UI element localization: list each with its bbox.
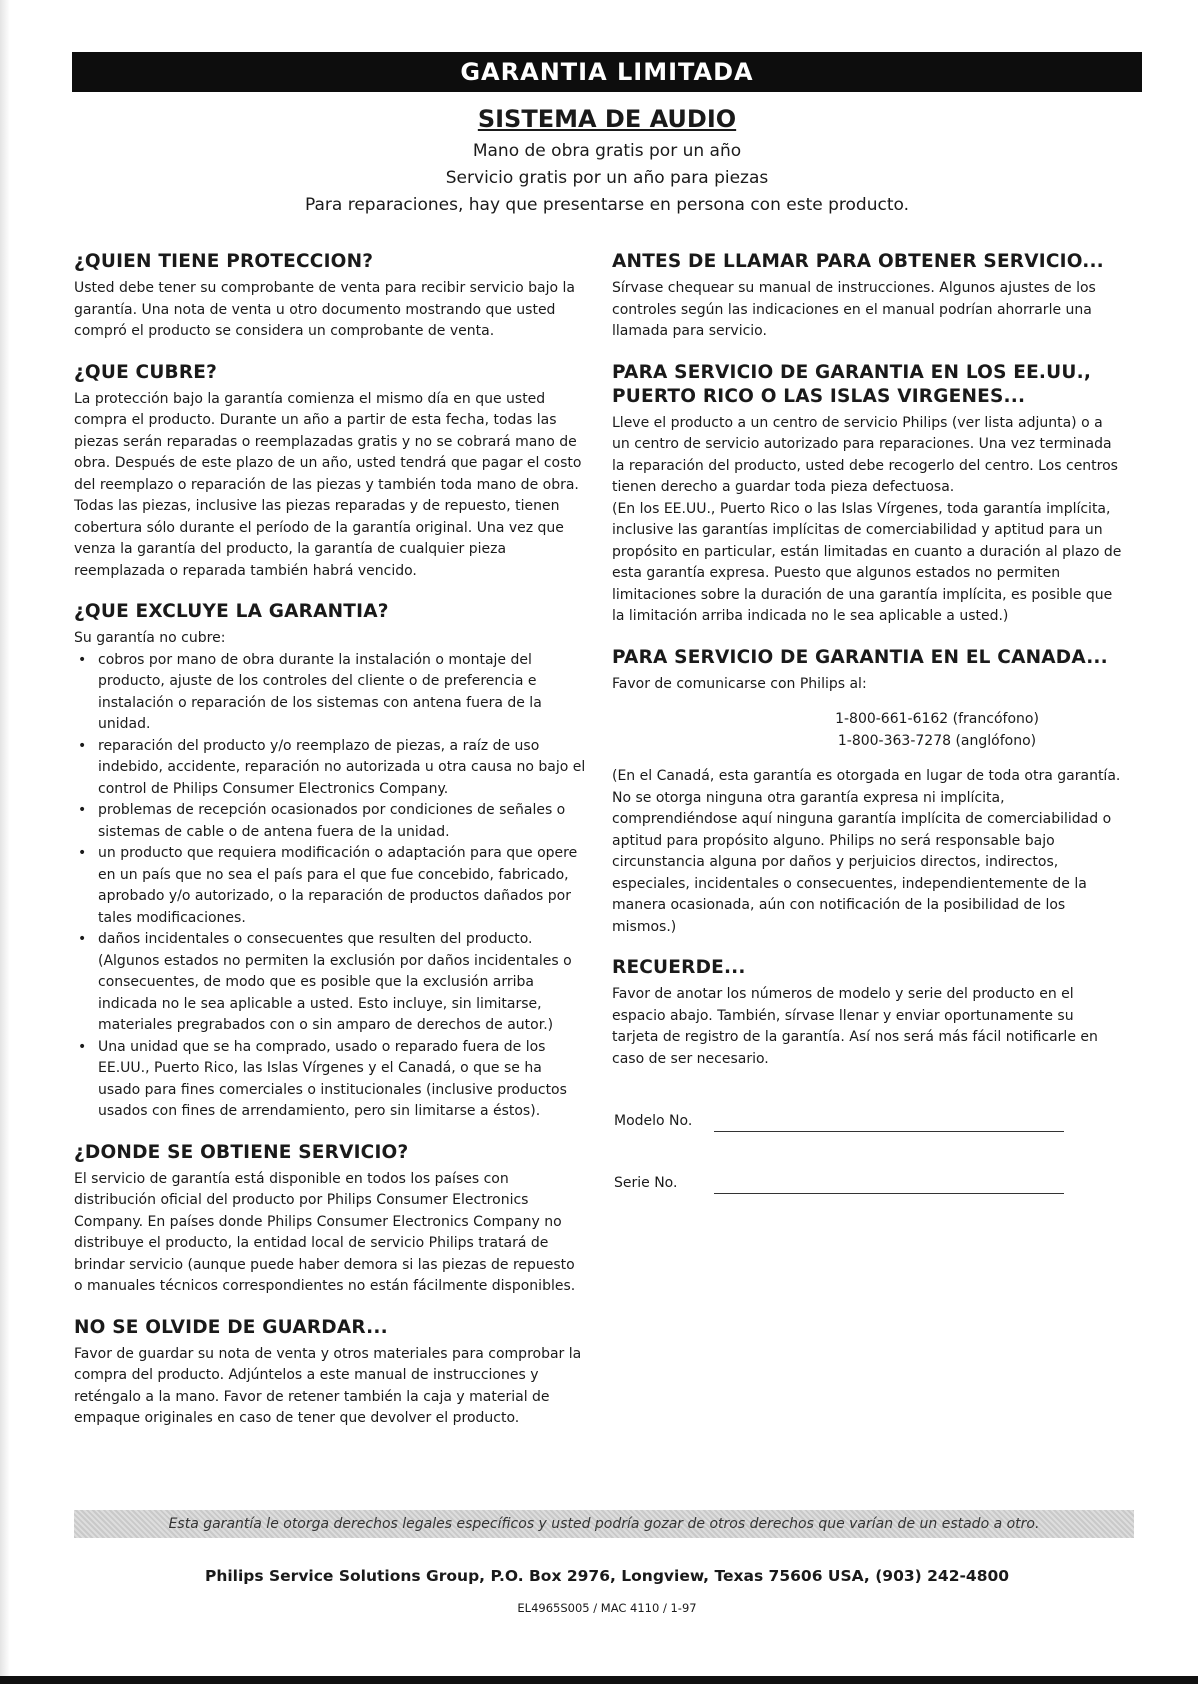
section-text: (En el Canadá, esta garantía es otorgada en lugar de toda otra garantía. No se otorga ninguna otra garantía expresa ni implícita, comprendiéndose aquí ninguna garantía implícita de comerciabilidad o aptitud para propósito alguno. Philips no será responsable bajo circunstancia alguna por daños y perjuicios directos, indirectos, especiales, incidentales o consecuentes, independientemente de la manera ocasionada, aún con notificación de la posibilidad de los mismos.) <box>612 768 1121 935</box>
section-canada <box>612 646 1122 939</box>
header-line-repairs: Para reparaciones, hay que presentarse en persona con este producto. <box>305 195 909 215</box>
section-intro: Favor de comunicarse con Philips al: <box>612 675 867 692</box>
section-heading: PARA SERVICIO DE GARANTIA EN EL CANADA... <box>612 646 1108 668</box>
section-cubre <box>74 361 586 583</box>
section-text: Favor de anotar los números de modelo y serie del producto en el espacio abajo. También, sírvase llenar y enviar oportunamente su tarjeta de registro de la garantía. Así nos será más fácil notificarle en caso de ser necesario. <box>612 986 1098 1067</box>
page-title: SISTEMA DE AUDIO <box>477 105 737 133</box>
model-number-line[interactable] <box>714 1117 1064 1132</box>
serial-number-line[interactable] <box>714 1179 1064 1194</box>
section-antes <box>612 250 1122 343</box>
list-item: • problemas de recepción ocasionados por condiciones de señales o sistemas de cable o de antena fuera de la unidad. <box>98 800 586 843</box>
section-donde <box>74 1141 586 1298</box>
section-heading: ¿QUE EXCLUYE LA GARANTIA? <box>74 601 389 622</box>
list-item: • un producto que requiera modificación o adaptación para que opere en un país que no sea el país para el que fue concebido, fabricado, aprobado y/o autorizado, o la reparación de productos dañados por tales modificaciones. <box>98 843 586 929</box>
section-heading: RECUERDE... <box>612 957 746 978</box>
list-item: • Una unidad que se ha comprado, usado o reparado fuera de los EE.UU., Puerto Rico, las Islas Vírgenes y el Canadá, o que se ha usado para fines comerciales o institucionales (inclusive productos usados con fines de arrendamiento, pero sin limitarse a éstos). <box>98 1037 586 1123</box>
section-heading: ANTES DE LLAMAR PARA OBTENER SERVICIO... <box>612 251 1104 272</box>
legal-rights-band: Esta garantía le otorga derechos legales específicos y usted podría gozar de otros derechos que varían de un estado a otro. <box>74 1510 1134 1538</box>
section-heading: ¿QUIEN TIENE PROTECCION? <box>74 251 374 272</box>
section-excluye <box>74 600 586 1123</box>
section-intro: Su garantía no cubre: <box>74 630 226 646</box>
service-address: Philips Service Solutions Group, P.O. Box 2976, Longview, Texas 75606 USA, (903) 242-4800 <box>204 1567 1010 1585</box>
section-eeuu <box>612 361 1122 628</box>
section-text: El servicio de garantía está disponible en todos los países con distribución oficial del producto por Philips Consumer Electronics Company. En países donde Philips Consumer Electronics Company no distribuye el producto, la entidad local de servicio Philips tratará de brindar servicio (aunque puede haber demora si las piezas de repuesto o manuales técnicos correspondientes no están fácilmente disponibles. <box>74 1170 576 1294</box>
serial-number-label: Serie No. <box>614 1174 678 1191</box>
model-number-field[interactable] <box>614 1110 1122 1132</box>
section-recuerde <box>612 956 1122 1194</box>
phone-number-french: 1-800-661-6162 (francófono) <box>835 711 1039 727</box>
section-heading: NO SE OLVIDE DE GUARDAR... <box>74 1316 388 1338</box>
phone-number-english: 1-800-363-7278 (anglófono) <box>837 732 1037 749</box>
section-text: Favor de guardar su nota de venta y otros materiales para comprobar la compra del producto. Adjúntelos a este manual de instrucciones y reténgalo a la mano. Favor de retener también la caja y material de empaque originales en caso de tener que devolver el producto. <box>74 1345 582 1426</box>
section-text: Usted debe tener su comprobante de venta para recibir servicio bajo la garantía. Una nota de venta u otro documento mostrando que usted compró el producto se considera un comprobante de venta. <box>74 280 575 339</box>
serial-number-field[interactable] <box>614 1172 1122 1194</box>
section-heading: ¿QUE CUBRE? <box>74 361 218 383</box>
header-line-parts: Servicio gratis por un año para piezas <box>445 168 769 188</box>
page-banner: GARANTIA LIMITADA <box>72 52 1142 92</box>
page-edge-shadow <box>0 0 10 1684</box>
list-item: • cobros por mano de obra durante la instalación o montaje del producto, ajuste de los controles del cliente o de preferencia e instalación o reparación de los sistemas con antena fuera de la unidad. <box>98 650 586 736</box>
section-text: La protección bajo la garantía comienza el mismo día en que usted compra el producto. Durante un año a partir de esta fecha, todas las piezas serán reparadas o reemplazadas gratis y no se cobrará mano de obra. Después de este plazo de un año, usted tendrá que pagar el costo del reemplazo o reparación de las piezas y también toda mano de obra. <box>74 390 582 493</box>
phone-numbers <box>612 709 1122 752</box>
page-header <box>72 104 1142 219</box>
section-heading: PARA SERVICIO DE GARANTIA EN LOS EE.UU., PUERTO RICO O LAS ISLAS VIRGENES... <box>612 361 1092 407</box>
section-text: Lleve el producto a un centro de servicio Philips (ver lista adjunta) o a un centro de servicio autorizado para reparaciones. Una vez terminada la reparación del producto, usted debe recogerlo del centro. Los centros tienen derecho a guardar toda pieza defectuosa. <box>612 414 1118 495</box>
section-heading: ¿DONDE SE OBTIENE SERVICIO? <box>74 1141 409 1163</box>
list-item: • daños incidentales o consecuentes que resulten del producto. (Algunos estados no permiten la exclusión por daños incidentales o consecuentes, de modo que es posible que la exclusión arriba indicada no le sea aplicable a usted. Esto incluye, sin limitarse, materiales pregrabados con o sin amparo de derechos de autor.) <box>98 929 586 1037</box>
section-text: (En los EE.UU., Puerto Rico o las Islas Vírgenes, toda garantía implícita, inclusive las garantías implícitas de comerciabilidad y aptitud para un propósito en particular, están limitadas en cuanto a duración al plazo de esta garantía expresa. Puesto que algunos estados no permiten limitaciones sobre la duración de una garantía implícita, es posible que la limitación arriba indicada no le sea aplicable a usted.) <box>612 500 1122 624</box>
page-bottom-edge <box>0 1676 1198 1684</box>
list-item: • reparación del producto y/o reemplazo de piezas, a raíz de uso indebido, accidente, reparación no autorizada u otra causa no bajo el control de Philips Consumer Electronics Company. <box>98 736 586 801</box>
header-line-labor: Mano de obra gratis por un año <box>472 141 742 161</box>
section-guardar <box>74 1316 586 1430</box>
document-code: EL4965S005 / MAC 4110 / 1-97 <box>517 1601 697 1615</box>
section-text: Todas las piezas, inclusive las piezas reparadas y de repuesto, tienen cobertura sólo durante el período de la garantía original. Una vez que venza la garantía del producto, la garantía de cualquier pieza reemplazada o reparada también habrá vencido. <box>74 498 564 579</box>
right-column <box>612 250 1122 1212</box>
section-quien <box>74 250 586 343</box>
model-number-label: Modelo No. <box>614 1112 693 1129</box>
section-text: Sírvase chequear su manual de instrucciones. Algunos ajustes de los controles según las indicaciones en el manual podrían ahorrarle una llamada para servicio. <box>612 280 1096 339</box>
left-column <box>74 250 586 1448</box>
exclusion-list <box>74 650 586 1123</box>
